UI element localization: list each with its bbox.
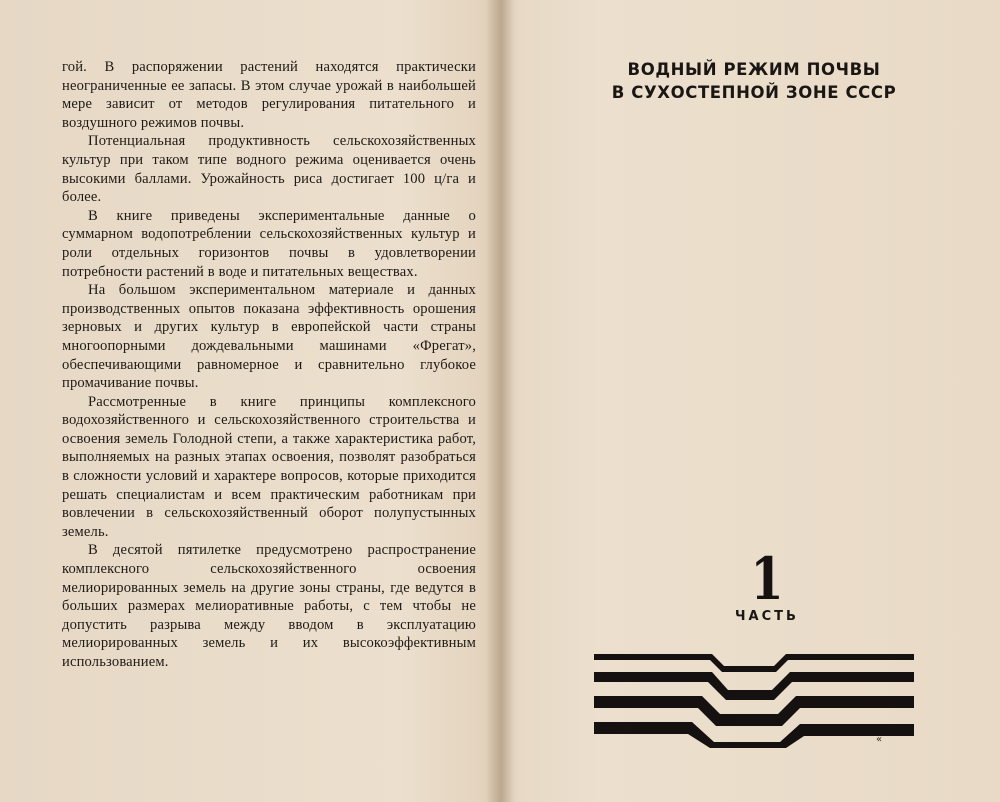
paragraph-5: Рассмотренные в книге принципы комплексного водохозяйственного и сельскохозяйственного строительства и освоения земель Голодной степи, а также характеристика работ, выполняемых на разных этапах освоения, позволят разобраться в сложности условий и характере вопросов, которые приходится решать специалистам и всем практическим работникам при вовлечении в сельскохозяйственный оборот полупустынных земель. [62,393,476,540]
section-title [514,58,1000,104]
left-page [62,58,476,672]
layered-stripes-ornament-icon [594,644,914,748]
paragraph-2: Потенциальная продуктивность сельскохозяйственных культур при таком типе водного режима оценивается очень высокими баллами. Урожайность риса достигает 100 ц/га и более. [62,133,476,206]
part-number: 1 [750,545,784,613]
paragraph-6: В десятой пятилетке предусмотрено распространение комплексного сельскохозяйственного освоения мелиорированных земель на другие зоны страны, где ведутся в больших размерах мелиоративные работы, с тем чтобы не допустить разрыва между вводом в эксплуатацию мелиорированных земель и их высокоэффективным использованием. [62,542,476,670]
paragraph-4: На большом экспериментальном материале и данных производственных опытов показана эффективность орошения зерновых и других культур в европейской части страны многоопорными дождевальными машинами «Фрегат», обеспечивающими равномерное и сравнительно глубокое промачивание почвы. [62,282,476,392]
small-mark: « [876,734,883,745]
paragraph-1: гой. В распоряжении растений находятся практически неограниченные ее запасы. В этом случае урожай в наибольшей мере зависит от методов регулирования питательного и воздушного режимов почвы. [62,59,476,131]
right-page [514,0,1000,802]
part-label: ЧАСТЬ [735,609,799,624]
section-title-line-1: ВОДНЫЙ РЕЖИМ ПОЧВЫ [627,60,881,79]
section-title-line-2: В СУХОСТЕПНОЙ ЗОНЕ СССР [611,83,897,102]
paragraph-3: В книге приведены экспериментальные данные о суммарном водопотреблении сельскохозяйственных культур и роли отдельных горизонтов почвы в удовлетворении потребности растений в воде и питательных веществах. [62,207,476,280]
book-gutter [486,0,514,802]
